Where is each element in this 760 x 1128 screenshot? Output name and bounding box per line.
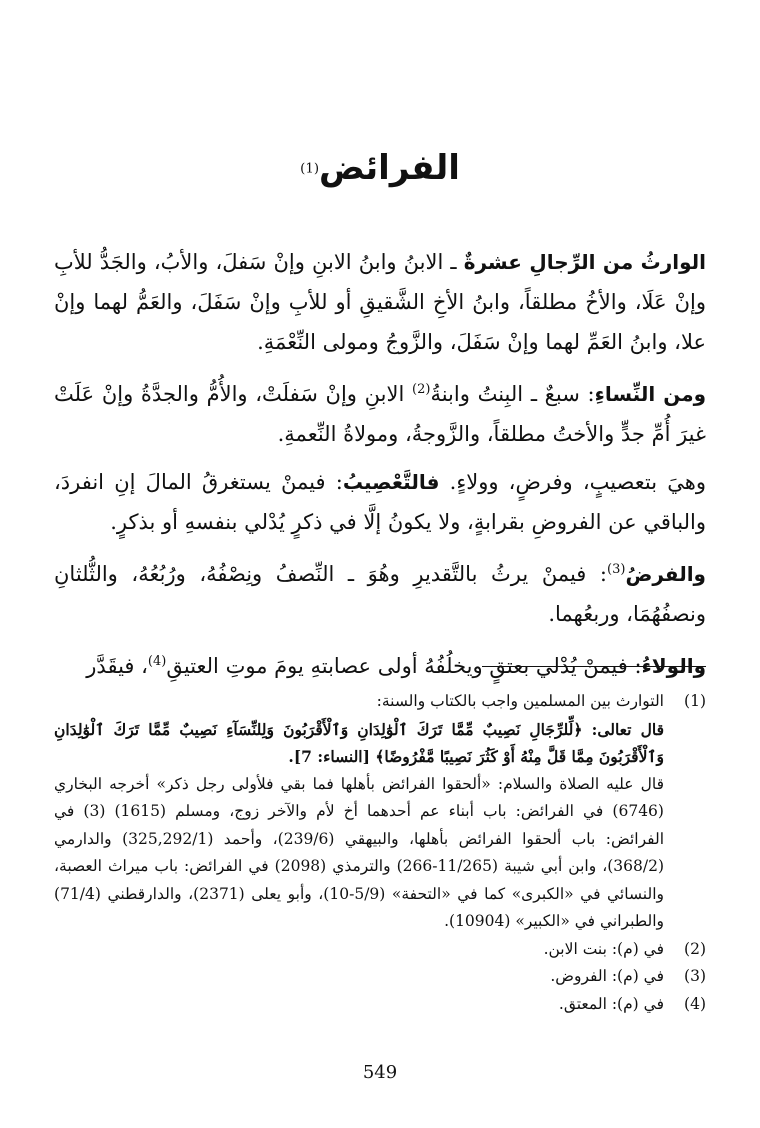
paragraph-text: : فيمنْ يستغرقُ المالَ إنِ انفردَ، والباقي عن الفروضِ بقرابةٍ، ولا يكونُ إلَّا في ذكرٍ يُدْلي بنفسهِ أو بذكرٍ. — [54, 470, 706, 534]
footnote-separator — [482, 666, 706, 667]
footnote-number: (3) — [684, 967, 706, 985]
paragraph-text: : سبعٌ ـ البِنتُ وابنةُ — [430, 382, 595, 406]
paragraph-wala — [54, 642, 706, 686]
paragraph-text: ـ الابنُ وابنُ الابنِ وإنْ سَفلَ، والأبُ، والجَدُّ للأبِ وإنْ عَلَا، والأخُ مطلقاً، وابنُ الأخِ الشَّقيقِ أو للأبِ وإنْ سَفَلَ، والعَمُّ لهما وإنْ علا، وابنُ العَمِّ لهما وإنْ سَفَلَ، والزَّوجُ ومولى النِّعْمَةِ. — [54, 250, 706, 354]
footnotes — [54, 688, 706, 1018]
quran-quote: قال تعالى: ﴿لِّلرِّجَالِ نَصِيبٌ مِّمَّا تَرَكَ ٱلْوَٰلِدَانِ وَٱلْأَقْرَبُونَ وَلِلنِّسَآءِ نَصِيبٌ مِّمَّا تَرَكَ ٱلْوَٰلِدَانِ وَٱلْأَقْرَبُونَ مِمَّا قَلَّ مِنْهُ أَوْ كَثُرَ نَصِيبًا مَّفْرُوضًا﴾ [النساء: 7]. — [54, 719, 664, 766]
chapter-title — [0, 148, 760, 188]
footnote-2 — [54, 936, 706, 964]
paragraph-text: وهيَ بتعصيبٍ، وفرضٍ، وولاءٍ. — [439, 470, 707, 494]
paragraph-text: الابنِ وإنْ سَفلَتْ، والأُمُّ والجدَّةُ وإنْ عَلَتْ غيرَ أُمِّ جدٍّ والأختُ مطلقاً، والزَّوجةُ، ومولاةُ النِّعمةِ. — [54, 382, 706, 446]
footnote-1 — [54, 688, 706, 936]
footnote-line: في (م): المعتق. — [558, 994, 664, 1013]
footnote-line: التوارث بين المسلمين واجب بالكتاب والسنة: — [376, 692, 664, 710]
page-number: 549 — [362, 1062, 398, 1083]
bold-term: فالتَّعْصِيبُ — [342, 470, 440, 494]
paragraph-text: ، فيقَدَّر — [86, 654, 148, 678]
bold-lead: والفرضُ — [625, 562, 706, 586]
footnote-body — [54, 936, 664, 964]
paragraph-male-heirs — [54, 242, 706, 362]
footnote-body — [54, 688, 664, 936]
footnote-number: (2) — [684, 939, 706, 958]
bold-lead: الوارثُ من الرِّجالِ عشرةٌ — [463, 250, 706, 274]
footnote-body — [54, 991, 664, 1019]
main-text — [54, 242, 706, 694]
footnote-ref: (4) — [147, 654, 167, 669]
footnote-ref: (3) — [607, 562, 626, 577]
paragraph-fard — [54, 550, 706, 634]
footnote-line: قال عليه الصلاة والسلام: «ألحقوا الفرائض بأهلها فما بقي فلأولى رجل ذكر» أخرجه البخاري (6746) في الفرائض: باب أبناء عم أحدهما أخ لأم والآخر زوج، ومسلم (1615) (3) في الفرائض: باب ألحقوا الفرائض بأهلها، والبيهقي (239/6)، وأحمد (325,292/1) والدارمي (368/2)، وابن أبي شيبة (11/265-266) والترمذي (2098) في الفرائض: باب ميراث العصبة، والنسائي في «الكبرى» كما في «التحفة» (5/9-10)، وأبو يعلى (2371)، والدارقطني (71/4) والطبراني في «الكبير» (10904). — [54, 774, 665, 930]
footnote-line: في (م): بنت الابن. — [543, 939, 664, 958]
bold-lead: ومن النِّساءِ — [594, 382, 707, 406]
footnote-ref: (2) — [412, 382, 431, 397]
footnote-3 — [54, 963, 706, 991]
paragraph-text: : فيمنْ يُدْلي بعتقٍ ويخلُفُهُ أولى عصابتهِ يومَ موتِ العتيقِ — [166, 654, 642, 678]
paragraph-text: : فيمنْ يرثُ بالتَّقديرِ وهُوَ ـ النِّصفُ ونِصْفُهُ، ورُبُعُهُ، والثُّلثانِ ونصفُهُمَا، وربعُهما. — [54, 562, 706, 626]
title-text: الفرائض — [319, 148, 460, 188]
footnote-number: (4) — [684, 994, 706, 1013]
bold-lead: والولاءُ — [641, 654, 706, 678]
paragraph-inheritance-types — [54, 462, 706, 542]
footnote-line: في (م): الفروض. — [550, 967, 664, 985]
title-footnote-ref: (1) — [300, 161, 320, 177]
paragraph-female-heirs — [54, 370, 706, 454]
footnote-number: (1) — [684, 692, 706, 710]
footnote-4 — [54, 991, 706, 1019]
footnote-body — [54, 963, 664, 991]
